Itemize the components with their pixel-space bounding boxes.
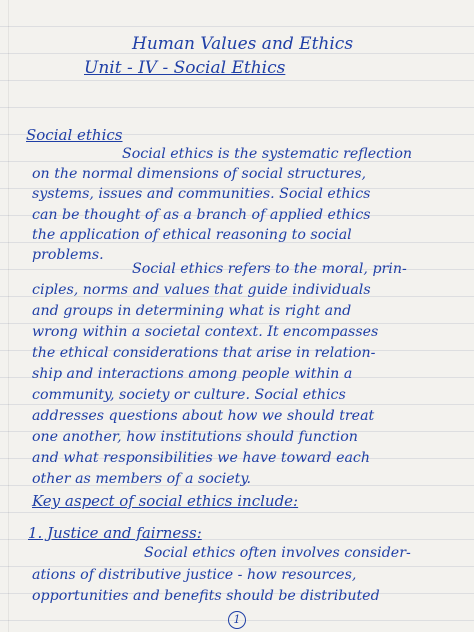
paragraph-2-line: other as members of a society.	[32, 471, 251, 487]
paragraph-2-line: addresses questions about how we should treat	[32, 408, 375, 424]
paragraph-1-line: Social ethics is the systematic reflection	[122, 146, 413, 162]
paragraph-1-line: the application of ethical reasoning to social	[32, 227, 352, 243]
paragraph-2-line: ciples, norms and values that guide individuals	[32, 282, 371, 298]
page-margin	[8, 0, 9, 632]
point-1-line: opportunities and benefits should be distributed	[32, 588, 380, 604]
unit-heading: Unit - IV - Social Ethics	[84, 58, 286, 78]
page-title: Human Values and Ethics	[132, 34, 354, 54]
key-aspects-heading: Key aspect of social ethics include:	[32, 492, 299, 510]
paragraph-2-line: wrong within a societal context. It encompasses	[32, 324, 379, 340]
paragraph-2-line: ship and interactions among people within a	[32, 366, 353, 382]
point-1-line: ations of distributive justice - how resources,	[32, 567, 357, 583]
paragraph-1-line: on the normal dimensions of social structures,	[32, 166, 367, 182]
paragraph-2-line: and what responsibilities we have toward each	[32, 450, 371, 466]
point-1-heading: 1. Justice and fairness:	[28, 524, 202, 542]
paragraph-1-line: systems, issues and communities. Social ethics	[32, 186, 371, 202]
paragraph-2-line: the ethical considerations that arise in relation-	[32, 345, 376, 361]
paragraph-2-line: one another, how institutions should function	[32, 429, 358, 445]
page-number: 1	[228, 611, 246, 629]
paragraph-2-line: Social ethics refers to the moral, prin-	[132, 261, 407, 277]
paragraph-1-line: problems.	[32, 247, 104, 263]
point-1-line: Social ethics often involves consider-	[144, 545, 411, 561]
paragraph-2-line: and groups in determining what is right and	[32, 303, 352, 319]
section-heading: Social ethics	[26, 126, 123, 144]
paragraph-1-line: can be thought of as a branch of applied ethics	[32, 207, 371, 223]
paragraph-2-line: community, society or culture. Social ethics	[32, 387, 346, 403]
